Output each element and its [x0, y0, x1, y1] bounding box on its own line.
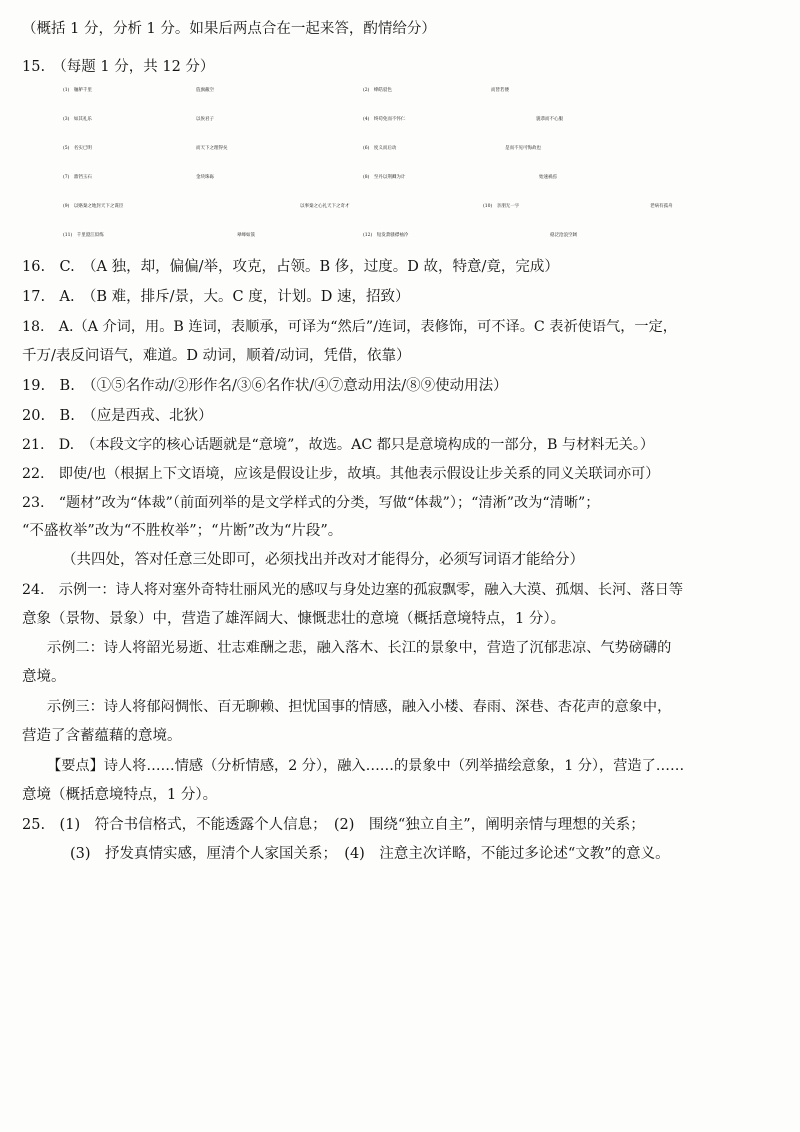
q15-item-10-part-b: 老病有孤舟 [650, 204, 673, 209]
answer-q24-example-3-cont: 营造了含蓄蕴藉的意境。 [22, 728, 182, 744]
answer-q18-line-2: 千万/表反问语气，难道。D 动词，顺着/动词，凭借，依靠） [22, 348, 411, 364]
q15-item-1-part-b: 旌旗蔽空 [196, 88, 214, 93]
answer-q25-line-2: (3) 抒发真情实感，厘清个人家国关系； (4) 注意主次详略，不能过多论述“文教”的意义。 [70, 846, 670, 862]
answer-q24-example-2-cont: 意境。 [22, 669, 66, 685]
answer-q23-note: （共四处，答对任意三处即可，必须找出并改对才能得分，必须写词语才能给分） [62, 552, 584, 568]
answer-q19: 19. B. （①⑤名作动/②形作名/③⑥名作状/④⑦意动用法/⑧⑨使动用法） [22, 378, 508, 394]
intro-line: （概括 1 分，分析 1 分。如果后两点合在一起来答，酌情给分） [22, 21, 436, 37]
answer-q18-line-1: 18. A.（A 介词，用。B 连词，表顺承，可译为“然后”/连词，表修饰，可不译。C 表祈使语气，一定， [22, 319, 677, 335]
q15-row [0, 168, 800, 188]
q15-row [0, 110, 800, 130]
answer-q22: 22. 即使/也（根据上下文语境，应该是假设让步，故填。其他表示假设让步关系的同义关联词亦可） [22, 466, 660, 482]
answer-q24-example-3: 示例三：诗人将郁闷惆怅、百无聊赖、担忧国事的情感，融入小楼、春雨、深巷、杏花声的意象中， [47, 699, 672, 715]
q15-item-8-part-b: 始速祸焉 [539, 175, 557, 180]
q15-item-3-part-b: 以俟君子 [196, 117, 214, 122]
q15-item-2-part-a: (2) 绛皓驳色 [363, 88, 392, 93]
q15-item-6-part-b: 是而不见可悔故也 [505, 146, 541, 151]
answer-q21: 21. D. （本段文字的核心话题就是“意境”，故选。AC 都只是意境构成的一部分，B 与材料无关。） [22, 437, 655, 453]
q15-item-2-part-b: 而皆若偻 [491, 88, 509, 93]
q15-item-4-part-b: 貌恭而不心服 [536, 117, 563, 122]
q15-row [0, 226, 800, 246]
q15-item-4-part-a: (4) 终苟免而不怀仁 [363, 117, 406, 122]
q15-item-6-part-a: (6) 度义而后动 [363, 146, 397, 151]
answer-q23-line-2: “不盛枚举”改为“不胜枚举”；“片断”改为“片段”。 [22, 523, 343, 539]
q15-item-5-part-a: (5) 名实已明 [63, 146, 92, 151]
answer-q24-line-2: 意象（景物、景象）中，营造了雄浑阔大、慷慨悲壮的意境（概括意境特点，1 分）。 [22, 611, 566, 627]
q15-item-11-part-b: 翠峰如簇 [237, 233, 255, 238]
q15-row [0, 139, 800, 159]
q15-item-12-part-a: (12) 短发萧骚襟袖冷 [363, 233, 409, 238]
answer-q23-line-1: 23. “题材”改为“体裁”（前面列举的是文学样式的分类，写做“体裁”）；“清淅”改为“清晰”； [22, 495, 600, 511]
answer-q24-key-points: 【要点】诗人将……情感（分析情感，2 分），融入……的景象中（列举描绘意象，1 分），营造了…… [47, 758, 685, 774]
q15-item-1-part-a: (1) 舳舻千里 [63, 88, 92, 93]
q15-header: 15. （每题 1 分，共 12 分） [22, 59, 215, 75]
q15-item-7-part-b: 金块珠砾 [196, 175, 214, 180]
q15-item-9-part-a: (9) 以赂秦之地封天下之谋臣 [63, 204, 124, 209]
answer-q16: 16. C. （A 独，却，偏偏/举，攻克，占领。B 侈，过度。D 故，特意/竟，完成） [22, 259, 559, 275]
q15-item-3-part-a: (3) 如其礼乐 [63, 117, 92, 122]
q15-item-5-part-b: 而天下之理得矣 [196, 146, 228, 151]
q15-item-9-part-b: 以事秦之心礼天下之奇才 [300, 204, 350, 209]
q15-row [0, 197, 800, 217]
q15-item-8-part-a: (8) 至丹以荆卿为计 [363, 175, 406, 180]
answer-q24-key-points-cont: 意境（概括意境特点，1 分）。 [22, 787, 218, 803]
answer-q17: 17. A. （B 难，排斥/景，大。C 度，计划。D 速，招致） [22, 289, 410, 305]
q15-item-12-part-b: 稳泛沧浪空阔 [550, 233, 577, 238]
answer-q20: 20. B. （应是西戎、北狄） [22, 408, 213, 424]
q15-row [0, 81, 800, 101]
q15-item-7-part-a: (7) 鼎铛玉石 [63, 175, 92, 180]
q15-item-11-part-a: (11) 千里澄江似练 [63, 233, 104, 238]
q15-item-10-part-a: (10) 亲朋无一字 [483, 204, 520, 209]
answer-q25-line-1: 25. (1) 符合书信格式，不能透露个人信息； (2) 围绕“独立自主”，阐明亲情与理想的关系； [22, 817, 645, 833]
answer-q24-line-1: 24. 示例一：诗人将对塞外奇特壮丽风光的感叹与身处边塞的孤寂飘零，融入大漠、孤烟、长河、落日等 [22, 582, 684, 598]
answer-q24-example-2: 示例二：诗人将韶光易逝、壮志难酬之悲，融入落木、长江的景象中，营造了沉郁悲凉、气势磅礴的 [47, 640, 672, 656]
